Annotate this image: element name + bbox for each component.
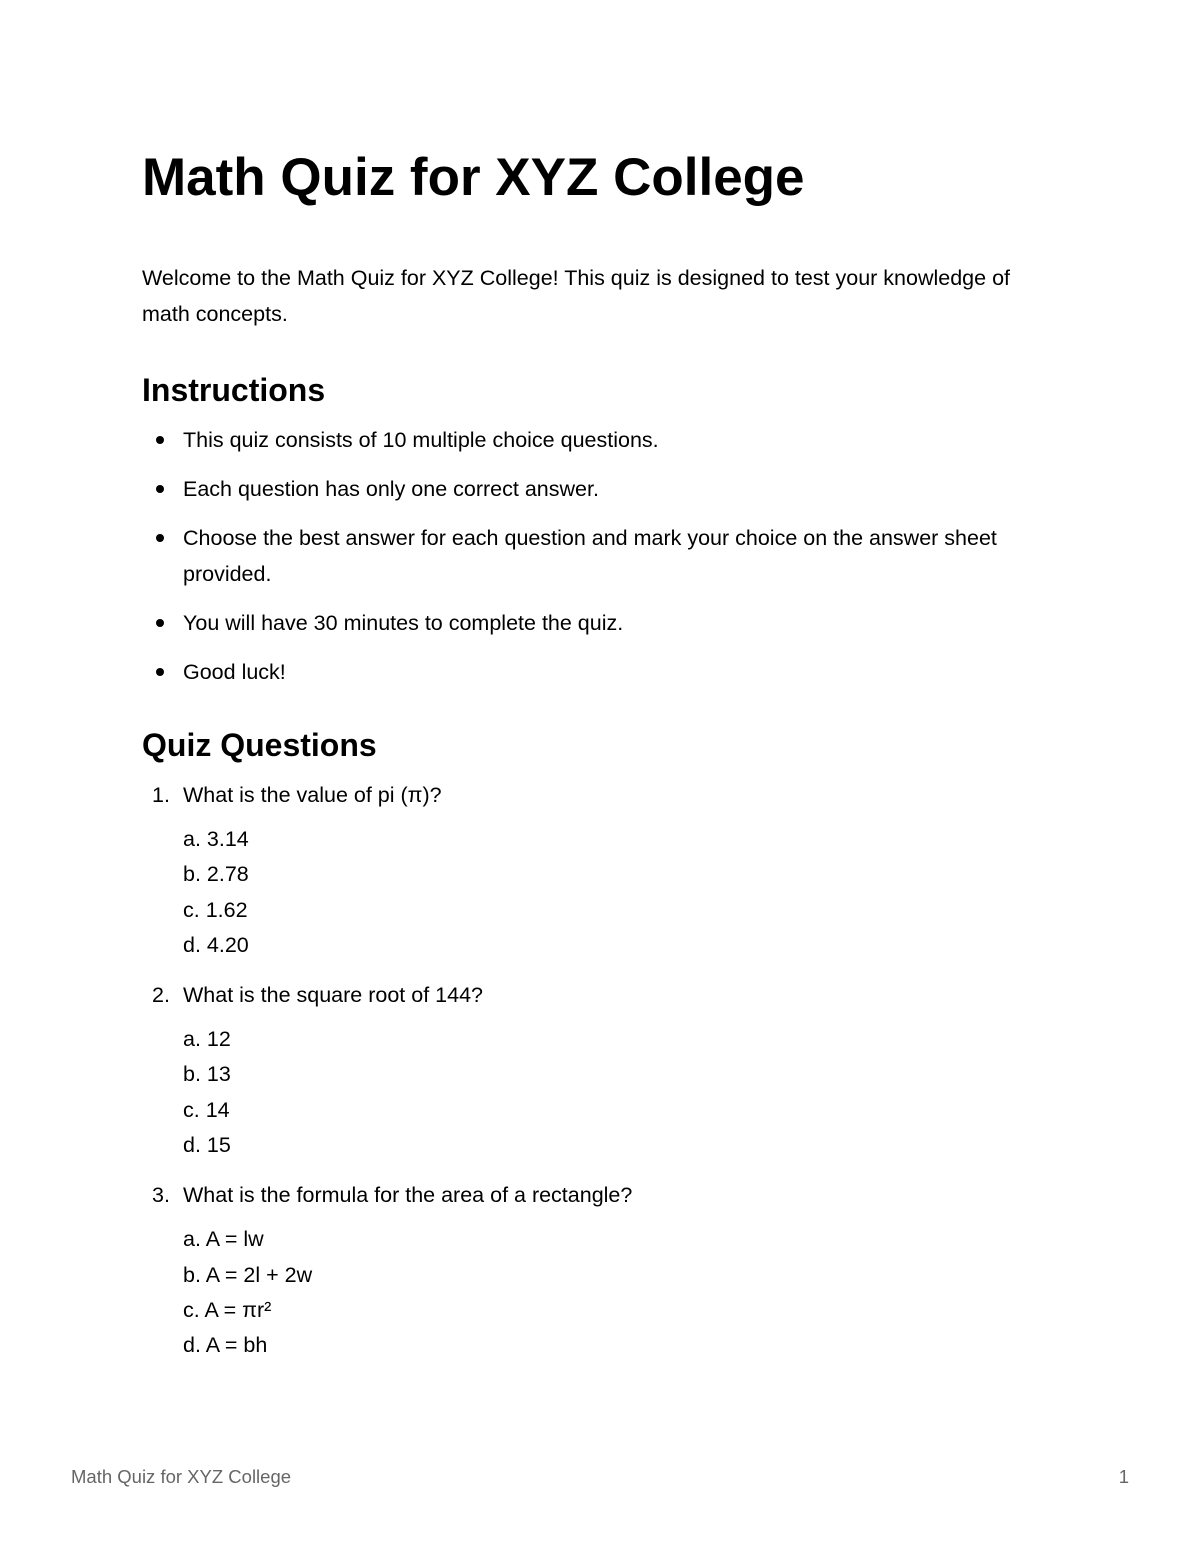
intro-paragraph: Welcome to the Math Quiz for XYZ College! This quiz is designed to test your knowledge of math concepts. [142,266,1010,326]
question-text: What is the formula for the area of a rectangle? [183,1183,633,1208]
answer-option: a. A = lw [183,1227,264,1252]
answer-option: d. A = bh [183,1333,268,1358]
page-number: 1 [1118,1466,1129,1487]
quiz-questions-heading: Quiz Questions [142,727,377,763]
footer-title: Math Quiz for XYZ College [71,1466,292,1487]
question-number: 1. [152,783,170,807]
question-item [142,977,1042,1163]
answer-option: b. 2.78 [183,862,249,887]
instruction-text: This quiz consists of 10 multiple choice questions. [183,428,659,452]
instruction-item [142,654,1042,690]
question-item [142,777,1042,963]
question-item [142,1177,1042,1363]
instruction-item [142,605,1042,641]
answer-options [183,1222,1042,1363]
answer-options [183,822,1042,963]
document-content [142,146,1042,1378]
question-number: 2. [152,983,170,1008]
answer-options [183,1022,1042,1163]
instruction-item [142,422,1042,458]
instruction-item [142,520,1042,592]
answer-option: c. A = πr² [183,1297,272,1322]
question-text: What is the value of pi (π)? [183,783,442,807]
question-text: What is the square root of 144? [183,983,483,1008]
answer-option: a. 3.14 [183,827,249,851]
answer-option: c. 1.62 [183,897,248,922]
questions-list [142,777,1042,1364]
answer-option: b. 13 [183,1062,231,1087]
answer-option: d. 4.20 [183,932,249,957]
bullet-icon [156,534,164,542]
answer-option: c. 14 [183,1097,230,1122]
answer-option: d. 15 [183,1133,231,1158]
instructions-list [142,422,1042,690]
bullet-icon [156,668,164,676]
instruction-text: You will have 30 minutes to complete the quiz. [183,611,624,635]
answer-option: a. 12 [183,1027,231,1052]
bullet-icon [156,485,164,493]
bullet-icon [156,619,164,627]
bullet-icon [156,436,164,444]
instruction-text: Good luck! [183,660,286,684]
instruction-text: Each question has only one correct answer. [183,477,599,501]
instructions-heading: Instructions [142,372,326,408]
answer-option: b. A = 2l + 2w [183,1262,313,1287]
document-title: Math Quiz for XYZ College [142,148,805,207]
instruction-item [142,471,1042,507]
instruction-text: Choose the best answer for each question and mark your choice on the answer sheet provided. [183,526,997,586]
question-number: 3. [152,1183,170,1208]
